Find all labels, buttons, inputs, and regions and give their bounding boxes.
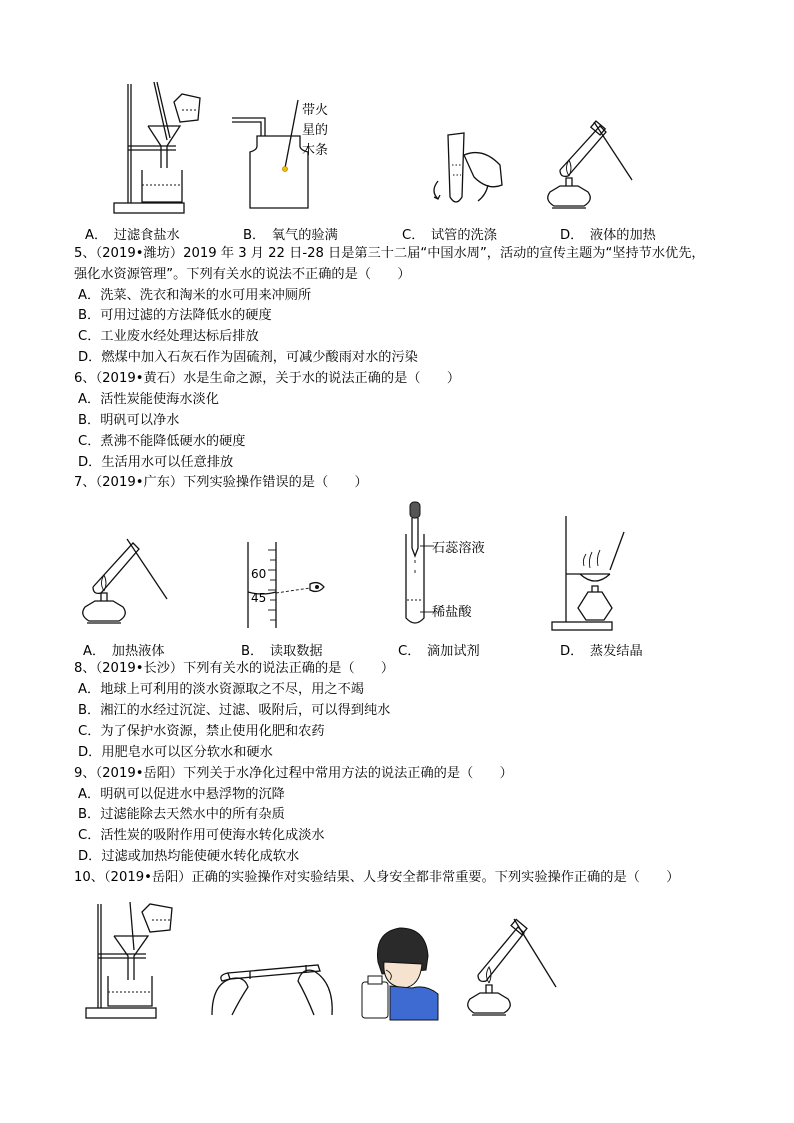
evaporation-figure xyxy=(550,512,640,632)
litmus-label: 石蕊溶液 xyxy=(432,541,485,556)
q9-option-c: C．活性炭的吸附作用可使海水转化成淡水 xyxy=(78,828,325,843)
q8-option-b: B．湘江的水经过沉淀、过滤、吸附后，可以得到纯水 xyxy=(78,703,391,718)
filtration-apparatus-figure xyxy=(112,80,207,215)
hands-holding-tube-figure xyxy=(210,955,335,1020)
q10-stem: 10、（2019•岳阳）正确的实验操作对实验结果、人身安全都非常重要。下列实验操作正确的是（ ） xyxy=(74,870,680,885)
q7-option-b: B． 读取数据 xyxy=(241,644,323,659)
heating-liquid-figure xyxy=(75,535,175,630)
q7-stem: 7、（2019•广东）下列实验操作错误的是（ ） xyxy=(74,475,368,490)
q8-option-a: A．地球上可利用的淡水资源取之不尽，用之不竭 xyxy=(78,682,364,697)
q6-option-d: D．生活用水可以任意排放 xyxy=(78,455,234,470)
smelling-gas-figure xyxy=(360,922,440,1022)
filtration-figure xyxy=(84,900,179,1022)
tick-60-label: 60 xyxy=(251,567,267,581)
b-tag-line-1: 带火 xyxy=(302,103,329,118)
q6-stem: 6、（2019•黄石）水是生命之源，关于水的说法正确的是（ ） xyxy=(74,371,461,386)
q5-stem-line-1: 5、（2019•潍坊）2019 年 3 月 22 日-28 日是第三十二届“中国水周”，活动的宣传主题为“坚持节水优先， xyxy=(74,246,705,261)
tube-washing-figure xyxy=(428,125,513,215)
hcl-label: 稀盐酸 xyxy=(432,605,472,620)
q7-option-d: D． 蒸发结晶 xyxy=(560,644,643,659)
q7-option-c: C． 滴加试剂 xyxy=(398,644,480,659)
q6-option-a: A．活性炭能使海水淡化 xyxy=(78,392,219,407)
q5-option-a: A．洗菜、洗衣和淘米的水可用来冲厕所 xyxy=(78,288,312,303)
q5-option-d: D．燃煤中加入石灰石作为固硫剂，可减少酸雨对水的污染 xyxy=(78,350,418,365)
q9-option-b: B．过滤能除去天然水中的所有杂质 xyxy=(78,807,285,822)
q8-stem: 8、（2019•长沙）下列有关水的说法正确的是（ ） xyxy=(74,661,395,676)
q9-option-a: A．明矾可以促进水中悬浮物的沉降 xyxy=(78,787,285,802)
q4-option-a: A． 过滤食盐水 xyxy=(85,228,180,243)
tick-45-label: 45 xyxy=(251,591,267,605)
q6-option-c: C．煮沸不能降低硬水的硬度 xyxy=(78,434,246,449)
q5-option-c: C．工业废水经处理达标后排放 xyxy=(78,329,259,344)
liquid-heating-figure xyxy=(540,120,640,220)
q8-option-c: C．为了保护水资源，禁止使用化肥和农药 xyxy=(78,724,325,739)
q4-option-d: D． 液体的加热 xyxy=(560,228,656,243)
heating-tube-figure xyxy=(460,915,560,1023)
b-tag-line-2: 星的 xyxy=(302,123,329,138)
q6-option-b: B．明矾可以净水 xyxy=(78,413,180,428)
q5-stem-line-2: 强化水资源管理”。下列有关水的说法不正确的是（ ） xyxy=(74,267,411,282)
q4-option-c: C． 试管的洗涤 xyxy=(402,228,497,243)
q7-option-a: A． 加热液体 xyxy=(83,644,165,659)
b-tag-line-3: 木条 xyxy=(302,143,329,158)
q4-option-b: B． 氧气的验满 xyxy=(243,228,338,243)
q9-option-d: D．过滤或加热均能使硬水转化成软水 xyxy=(78,849,300,864)
q8-option-d: D．用肥皂水可以区分软水和硬水 xyxy=(78,745,273,760)
q9-stem: 9、（2019•岳阳）下列关于水净化过程中常用方法的说法正确的是（ ） xyxy=(74,766,513,781)
graduated-cylinder-figure xyxy=(240,540,330,630)
q5-option-b: B．可用过滤的方法降低水的硬度 xyxy=(78,308,272,323)
